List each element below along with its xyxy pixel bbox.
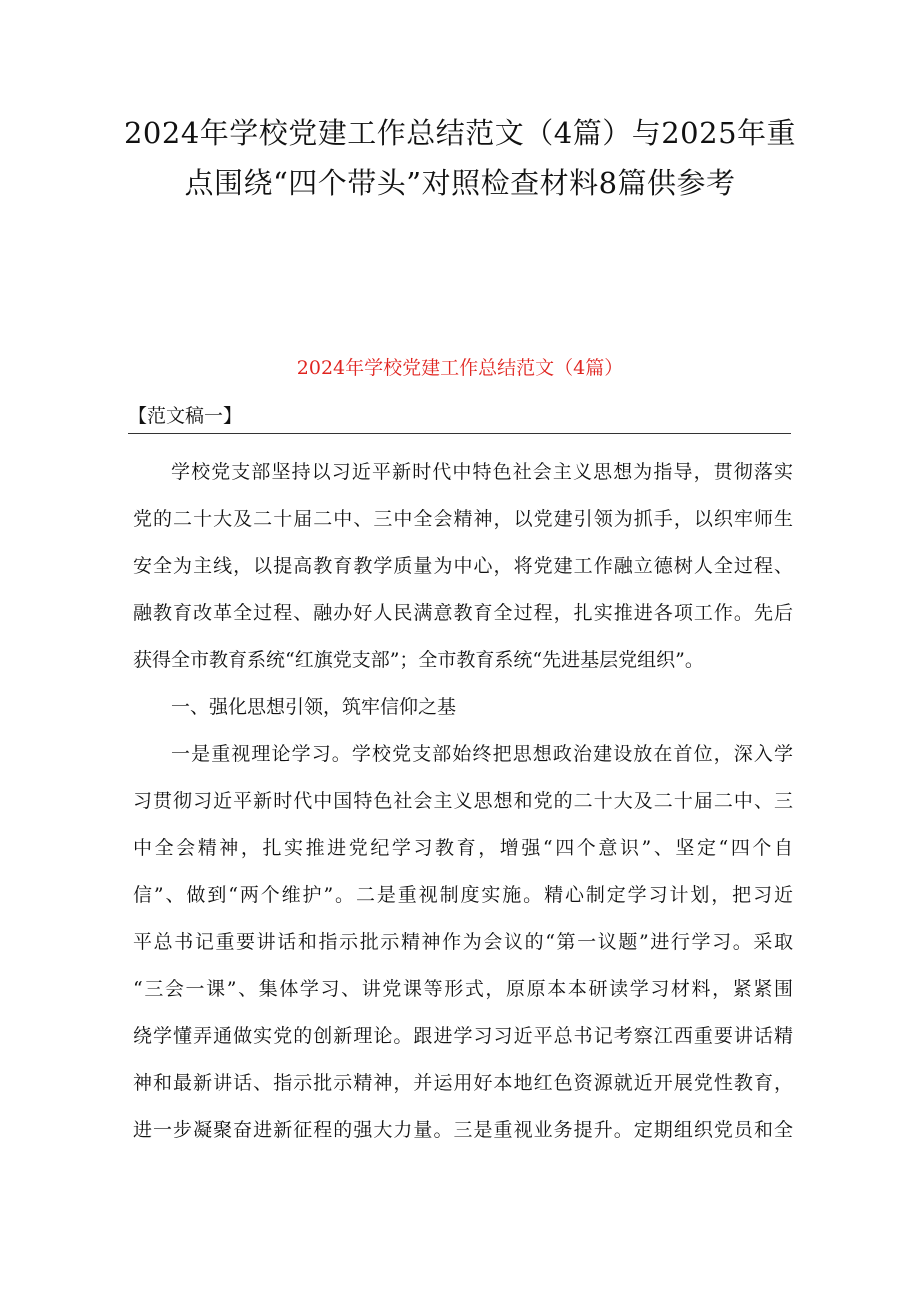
draft-label: 【范文稿一】	[128, 405, 243, 427]
body-line: 神和最新讲话、指示批示精神，并运用好本地红色资源就近开展党性教育，	[133, 1072, 793, 1094]
body-line: 平总书记重要讲话和指示批示精神作为会议的“第一议题”进行学习。采取	[133, 931, 793, 953]
document-title-line-2: 点围绕“四个带头”对照检查材料8篇供参考	[184, 166, 736, 200]
body-line: 绕学懂弄通做实党的创新理论。跟进学习习近平总书记考察江西重要讲话精	[133, 1025, 793, 1047]
section-heading: 一、强化思想引领，筑牢信仰之基	[171, 696, 457, 718]
body-line: 党的二十大及二十届二中、三中全会精神，以党建引领为抓手，以织牢师生	[133, 508, 793, 530]
body-line: 安全为主线，以提高教育教学质量为中心，将党建工作融立德树人全过程、	[133, 555, 793, 577]
divider-line	[128, 433, 791, 434]
body-line: “三会一课”、集体学习、讲党课等形式，原原本本研读学习材料，紧紧围	[133, 978, 793, 1000]
body-line: 学校党支部坚持以习近平新时代中特色社会主义思想为指导，贯彻落实	[171, 461, 793, 483]
body-line: 进一步凝聚奋进新征程的强大力量。三是重视业务提升。定期组织党员和全	[133, 1119, 793, 1141]
body-line: 习贯彻习近平新时代中国特色社会主义思想和党的二十大及二十届二中、三	[133, 790, 793, 812]
body-line: 融教育改革全过程、融办好人民满意教育全过程，扎实推进各项工作。先后	[133, 602, 793, 624]
body-line: 获得全市教育系统“红旗党支部”；全市教育系统“先进基层党组织”。	[133, 649, 704, 671]
body-line: 一是重视理论学习。学校党支部始终把思想政治建设放在首位，深入学	[171, 743, 793, 765]
body-line: 信”、做到“两个维护”。二是重视制度实施。精心制定学习计划，把习近	[133, 884, 793, 906]
body-text	[133, 449, 793, 1154]
document-title	[110, 108, 810, 208]
body-line: 中全会精神，扎实推进党纪学习教育，增强“四个意识”、坚定“四个自	[133, 837, 793, 859]
document-title-line-1: 2024年学校党建工作总结范文（4篇）与2025年重	[123, 116, 797, 150]
section-title: 2024年学校党建工作总结范文（4篇）	[296, 357, 624, 379]
